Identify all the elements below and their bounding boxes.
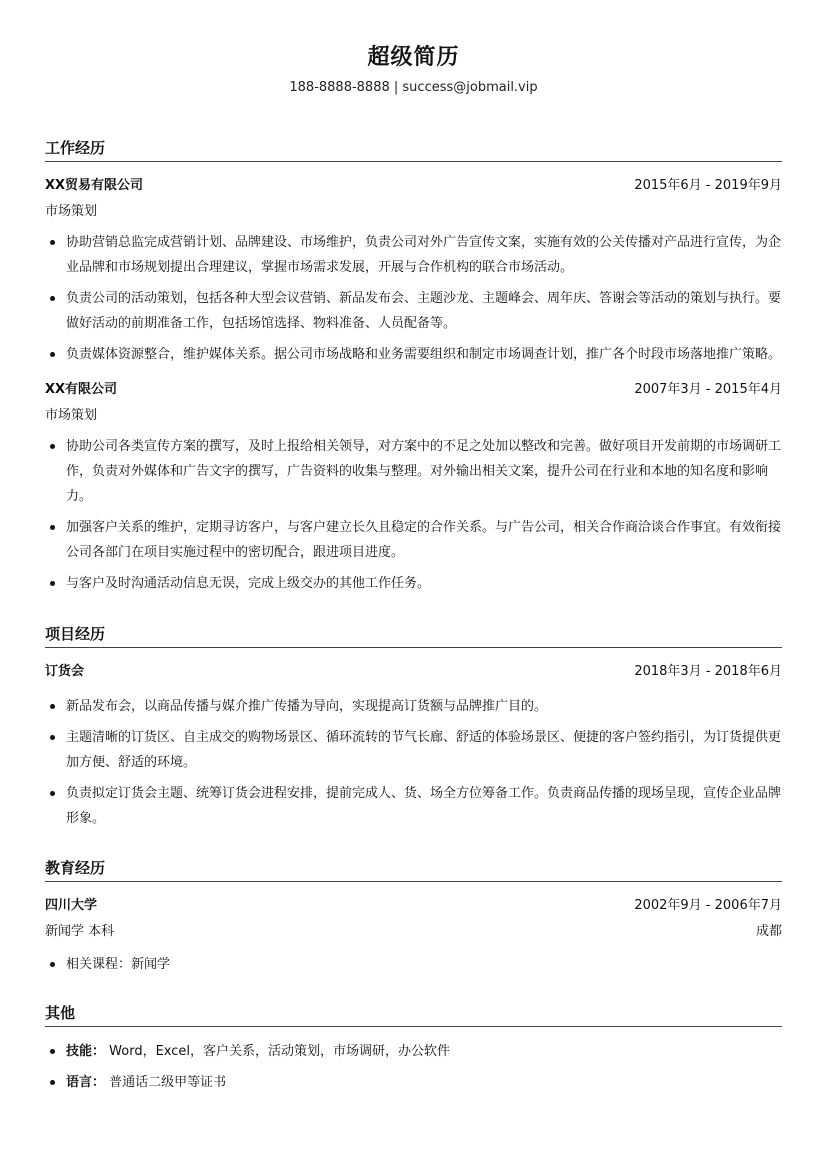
company-name: XX贸易有限公司 (45, 178, 144, 193)
section-title-projects: 项目经历 (45, 625, 106, 643)
work-entry-2 (45, 377, 782, 602)
school-name: 四川大学 (45, 898, 98, 913)
job-title: 市场策划 (45, 204, 98, 219)
section-divider (45, 881, 782, 882)
bullet-item: 主题清晰的订货区、自主成交的购物场景区、循环流转的节气长廊、舒适的体验场景区、便捷的客户签约指引，为订货提供更加方便、舒适的环境。 (45, 725, 782, 775)
degree: 新闻学 本科 (45, 924, 115, 939)
section-title-education: 教育经历 (45, 859, 106, 877)
degree-row (45, 919, 782, 945)
other-section (45, 1001, 782, 1027)
date-range: 2007年3月 - 2015年4月 (634, 382, 782, 397)
projects-section (45, 622, 782, 648)
section-title-work: 工作经历 (45, 139, 106, 157)
language-label: 语言： (66, 1075, 106, 1090)
section-divider (45, 161, 782, 162)
role-row (45, 403, 782, 429)
bullet-list (45, 952, 782, 977)
education-entry (45, 893, 782, 983)
bullet-item: 负责公司的活动策划，包括各种大型会议营销、新品发布会、主题沙龙、主题峰会、周年庆、答谢会等活动的策划与执行。要做好活动的前期准备工作，包括场馆选择、物料准备、人员配备等。 (45, 286, 782, 336)
bullet-item: 新品发布会，以商品传播与媒介推广传播为导向，实现提高订货额与品牌推广目的。 (45, 694, 782, 719)
bullet-item: 加强客户关系的维护，定期寻访客户，与客户建立长久且稳定的合作关系。与广告公司，相关合作商洽谈合作事宜。有效衔接公司各部门在项目实施过程中的密切配合，跟进项目进度。 (45, 515, 782, 565)
project-entry-1 (45, 659, 782, 837)
skills-value: Word，Excel，客户关系，活动策划，市场调研，办公软件 (109, 1044, 451, 1059)
bullet-item: 负责媒体资源整合，维护媒体关系。据公司市场战略和业务需要组织和制定市场调查计划，推广各个时段市场落地推广策略。 (45, 342, 782, 367)
skills-item (45, 1039, 782, 1064)
bullet-list (45, 230, 782, 367)
language-item (45, 1070, 782, 1095)
phone-number: 188-8888-8888 (289, 80, 390, 95)
bullet-list (45, 1039, 782, 1095)
work-section (45, 136, 782, 162)
work-entry-1 (45, 173, 782, 373)
entry-header (45, 377, 782, 403)
section-title-other: 其他 (45, 1004, 76, 1022)
job-title: 市场策划 (45, 408, 98, 423)
email-address: success@jobmail.vip (402, 80, 538, 95)
contact-separator: | (389, 80, 403, 95)
company-name: XX有限公司 (45, 382, 118, 397)
location: 成都 (755, 924, 782, 939)
resume-name: 超级简历 (367, 45, 460, 70)
language-value: 普通话二级甲等证书 (109, 1075, 227, 1090)
bullet-item: 协助公司各类宣传方案的撰写，及时上报给相关领导，对方案中的不足之处加以整改和完善。做好项目开发前期的市场调研工作，负责对外媒体和广告文字的撰写，广告资料的收集与整理。对外输出相关文案，提升公司在行业和本地的知名度和影响力。 (45, 434, 782, 509)
bullet-item: 负责拟定订货会主题、统筹订货会进程安排，提前完成人、货、场全方位筹备工作。负责商品传播的现场呈现，宣传企业品牌形象。 (45, 781, 782, 831)
bullet-item: 与客户及时沟通活动信息无误，完成上级交办的其他工作任务。 (45, 571, 782, 596)
education-section (45, 856, 782, 882)
entry-header (45, 659, 782, 685)
entry-header (45, 173, 782, 199)
date-range: 2002年9月 - 2006年7月 (634, 898, 782, 913)
bullet-item: 相关课程：新闻学 (45, 952, 782, 977)
date-range: 2015年6月 - 2019年9月 (634, 178, 782, 193)
other-entry (45, 1039, 782, 1101)
bullet-item: 协助营销总监完成营销计划、品牌建设、市场维护，负责公司对外广告宣传文案，实施有效的公关传播对产品进行宣传，为企业品牌和市场规划提出合理建议，掌握市场需求发展，开展与合作机构的联合市场活动。 (45, 230, 782, 280)
section-divider (45, 647, 782, 648)
bullet-list (45, 694, 782, 831)
section-divider (45, 1026, 782, 1027)
entry-header (45, 893, 782, 919)
contact-line (45, 80, 782, 95)
project-name: 订货会 (45, 664, 85, 679)
date-range: 2018年3月 - 2018年6月 (634, 664, 782, 679)
skills-label: 技能： (66, 1044, 106, 1059)
bullet-list (45, 434, 782, 596)
role-row (45, 199, 782, 225)
